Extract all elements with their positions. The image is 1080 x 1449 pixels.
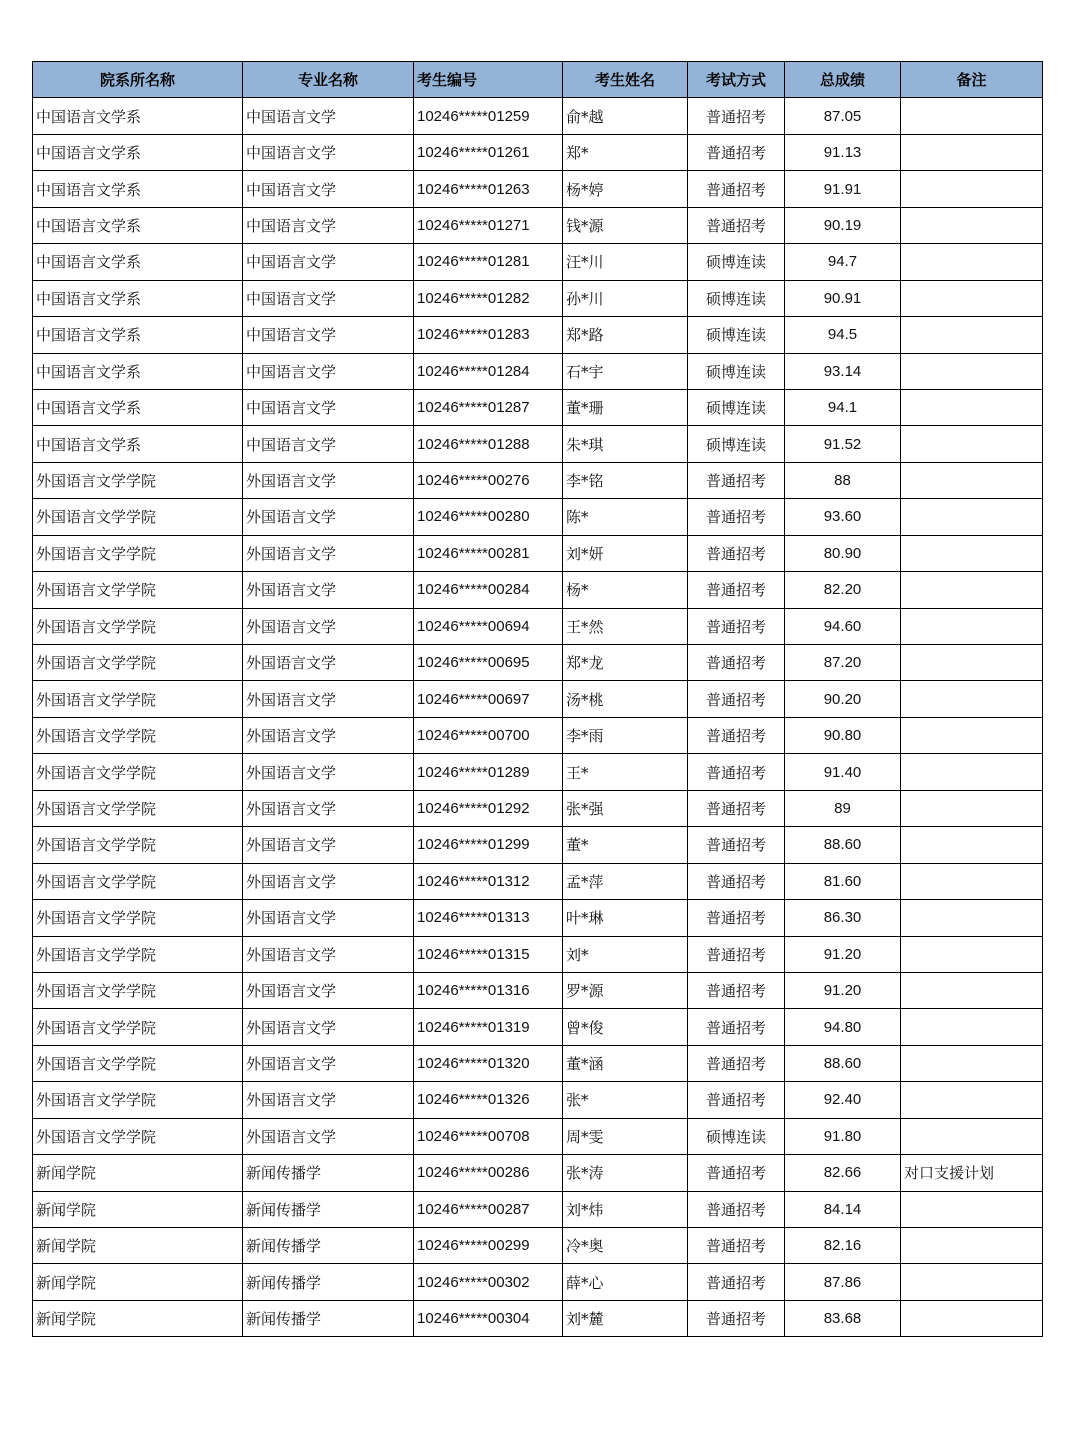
cell-dept: 外国语言文学学院	[33, 1045, 243, 1081]
cell-total-score: 90.19	[785, 207, 901, 243]
table-row	[33, 608, 1043, 644]
cell-candidate-name: 钱*源	[563, 207, 688, 243]
cell-dept: 新闻学院	[33, 1191, 243, 1227]
cell-major: 外国语言文学	[243, 790, 414, 826]
cell-candidate-name: 李*雨	[563, 717, 688, 753]
cell-major: 外国语言文学	[243, 645, 414, 681]
header-total-score: 总成绩	[785, 62, 901, 98]
cell-dept: 外国语言文学学院	[33, 936, 243, 972]
cell-exam-method: 硕博连读	[688, 280, 785, 316]
header-candidate-name: 考生姓名	[563, 62, 688, 98]
cell-remarks	[901, 900, 1043, 936]
cell-major: 中国语言文学	[243, 280, 414, 316]
cell-total-score: 94.60	[785, 608, 901, 644]
cell-total-score: 91.40	[785, 754, 901, 790]
cell-major: 中国语言文学	[243, 134, 414, 170]
cell-total-score: 82.16	[785, 1228, 901, 1264]
cell-exam-method: 硕博连读	[688, 1118, 785, 1154]
cell-exam-method: 普通招考	[688, 535, 785, 571]
cell-major: 中国语言文学	[243, 244, 414, 280]
cell-total-score: 89	[785, 790, 901, 826]
cell-dept: 新闻学院	[33, 1155, 243, 1191]
cell-candidate-name: 刘*	[563, 936, 688, 972]
cell-major: 中国语言文学	[243, 207, 414, 243]
cell-candidate-name: 汤*桃	[563, 681, 688, 717]
table-row	[33, 790, 1043, 826]
cell-major: 外国语言文学	[243, 1082, 414, 1118]
cell-total-score: 94.80	[785, 1009, 901, 1045]
cell-remarks	[901, 535, 1043, 571]
cell-candidate-id: 10246*****01287	[414, 389, 563, 425]
cell-candidate-name: 汪*川	[563, 244, 688, 280]
cell-total-score: 93.14	[785, 353, 901, 389]
cell-exam-method: 普通招考	[688, 98, 785, 134]
cell-remarks	[901, 207, 1043, 243]
cell-major: 外国语言文学	[243, 535, 414, 571]
cell-major: 新闻传播学	[243, 1264, 414, 1300]
cell-major: 中国语言文学	[243, 98, 414, 134]
cell-remarks	[901, 972, 1043, 1008]
cell-total-score: 86.30	[785, 900, 901, 936]
table-row	[33, 754, 1043, 790]
cell-exam-method: 普通招考	[688, 1300, 785, 1336]
table-row	[33, 1264, 1043, 1300]
cell-total-score: 88	[785, 462, 901, 498]
cell-exam-method: 硕博连读	[688, 244, 785, 280]
cell-total-score: 87.86	[785, 1264, 901, 1300]
cell-major: 外国语言文学	[243, 1118, 414, 1154]
cell-candidate-name: 朱*琪	[563, 426, 688, 462]
cell-total-score: 91.91	[785, 171, 901, 207]
cell-total-score: 91.80	[785, 1118, 901, 1154]
cell-remarks	[901, 389, 1043, 425]
cell-remarks	[901, 754, 1043, 790]
cell-remarks	[901, 1009, 1043, 1045]
cell-exam-method: 普通招考	[688, 681, 785, 717]
cell-candidate-name: 叶*琳	[563, 900, 688, 936]
table-body	[33, 98, 1043, 1337]
cell-dept: 外国语言文学学院	[33, 863, 243, 899]
cell-candidate-id: 10246*****00284	[414, 572, 563, 608]
table-row	[33, 936, 1043, 972]
cell-candidate-name: 薛*心	[563, 1264, 688, 1300]
cell-major: 外国语言文学	[243, 1045, 414, 1081]
cell-total-score: 82.66	[785, 1155, 901, 1191]
table-row	[33, 900, 1043, 936]
cell-dept: 中国语言文学系	[33, 317, 243, 353]
cell-candidate-name: 石*宇	[563, 353, 688, 389]
table-row	[33, 462, 1043, 498]
cell-candidate-name: 刘*麓	[563, 1300, 688, 1336]
cell-candidate-id: 10246*****00708	[414, 1118, 563, 1154]
cell-total-score: 87.20	[785, 645, 901, 681]
cell-candidate-name: 王*	[563, 754, 688, 790]
cell-candidate-id: 10246*****01319	[414, 1009, 563, 1045]
cell-dept: 外国语言文学学院	[33, 572, 243, 608]
table-row	[33, 1228, 1043, 1264]
cell-major: 外国语言文学	[243, 462, 414, 498]
cell-candidate-id: 10246*****01292	[414, 790, 563, 826]
cell-dept: 中国语言文学系	[33, 353, 243, 389]
cell-total-score: 91.20	[785, 972, 901, 1008]
cell-candidate-id: 10246*****01326	[414, 1082, 563, 1118]
table-row	[33, 863, 1043, 899]
table-row	[33, 1009, 1043, 1045]
table-row	[33, 317, 1043, 353]
cell-candidate-id: 10246*****01283	[414, 317, 563, 353]
cell-exam-method: 普通招考	[688, 207, 785, 243]
cell-exam-method: 硕博连读	[688, 317, 785, 353]
cell-dept: 外国语言文学学院	[33, 1009, 243, 1045]
cell-candidate-name: 周*雯	[563, 1118, 688, 1154]
cell-candidate-id: 10246*****01271	[414, 207, 563, 243]
cell-remarks	[901, 827, 1043, 863]
cell-major: 外国语言文学	[243, 717, 414, 753]
cell-candidate-id: 10246*****01259	[414, 98, 563, 134]
cell-remarks	[901, 244, 1043, 280]
cell-dept: 新闻学院	[33, 1264, 243, 1300]
table-row	[33, 353, 1043, 389]
cell-major: 外国语言文学	[243, 499, 414, 535]
cell-remarks	[901, 462, 1043, 498]
cell-exam-method: 普通招考	[688, 608, 785, 644]
cell-major: 中国语言文学	[243, 317, 414, 353]
table-row	[33, 134, 1043, 170]
cell-candidate-name: 冷*奥	[563, 1228, 688, 1264]
cell-candidate-id: 10246*****00302	[414, 1264, 563, 1300]
cell-dept: 中国语言文学系	[33, 134, 243, 170]
cell-exam-method: 普通招考	[688, 717, 785, 753]
cell-candidate-id: 10246*****01315	[414, 936, 563, 972]
cell-total-score: 94.5	[785, 317, 901, 353]
cell-remarks	[901, 280, 1043, 316]
cell-total-score: 80.90	[785, 535, 901, 571]
cell-remarks	[901, 499, 1043, 535]
cell-major: 新闻传播学	[243, 1228, 414, 1264]
cell-major: 外国语言文学	[243, 754, 414, 790]
cell-remarks	[901, 317, 1043, 353]
cell-candidate-id: 10246*****01288	[414, 426, 563, 462]
cell-candidate-id: 10246*****01316	[414, 972, 563, 1008]
cell-exam-method: 普通招考	[688, 900, 785, 936]
cell-dept: 中国语言文学系	[33, 389, 243, 425]
cell-candidate-name: 张*	[563, 1082, 688, 1118]
table-row	[33, 1191, 1043, 1227]
cell-exam-method: 普通招考	[688, 572, 785, 608]
cell-major: 外国语言文学	[243, 863, 414, 899]
cell-total-score: 88.60	[785, 1045, 901, 1081]
cell-major: 外国语言文学	[243, 681, 414, 717]
cell-candidate-id: 10246*****00276	[414, 462, 563, 498]
cell-exam-method: 普通招考	[688, 1191, 785, 1227]
cell-remarks	[901, 426, 1043, 462]
cell-remarks	[901, 1191, 1043, 1227]
cell-remarks	[901, 572, 1043, 608]
cell-dept: 中国语言文学系	[33, 207, 243, 243]
cell-dept: 外国语言文学学院	[33, 499, 243, 535]
cell-candidate-id: 10246*****01284	[414, 353, 563, 389]
table-row	[33, 207, 1043, 243]
cell-candidate-name: 郑*龙	[563, 645, 688, 681]
cell-remarks	[901, 717, 1043, 753]
table-row	[33, 389, 1043, 425]
cell-dept: 外国语言文学学院	[33, 972, 243, 1008]
cell-exam-method: 普通招考	[688, 1082, 785, 1118]
header-exam-method: 考试方式	[688, 62, 785, 98]
table-row	[33, 499, 1043, 535]
cell-candidate-id: 10246*****00697	[414, 681, 563, 717]
cell-dept: 外国语言文学学院	[33, 608, 243, 644]
cell-major: 外国语言文学	[243, 827, 414, 863]
cell-exam-method: 普通招考	[688, 1228, 785, 1264]
cell-candidate-name: 陈*	[563, 499, 688, 535]
cell-total-score: 94.1	[785, 389, 901, 425]
cell-total-score: 87.05	[785, 98, 901, 134]
cell-candidate-name: 俞*越	[563, 98, 688, 134]
cell-major: 中国语言文学	[243, 171, 414, 207]
cell-candidate-id: 10246*****01263	[414, 171, 563, 207]
cell-dept: 外国语言文学学院	[33, 1118, 243, 1154]
table-row	[33, 645, 1043, 681]
cell-remarks	[901, 863, 1043, 899]
header-major: 专业名称	[243, 62, 414, 98]
cell-dept: 外国语言文学学院	[33, 717, 243, 753]
cell-candidate-id: 10246*****01261	[414, 134, 563, 170]
cell-dept: 外国语言文学学院	[33, 790, 243, 826]
table-row	[33, 972, 1043, 1008]
cell-remarks	[901, 790, 1043, 826]
cell-candidate-id: 10246*****01299	[414, 827, 563, 863]
table-row	[33, 1082, 1043, 1118]
cell-dept: 新闻学院	[33, 1228, 243, 1264]
cell-candidate-name: 罗*源	[563, 972, 688, 1008]
cell-total-score: 92.40	[785, 1082, 901, 1118]
cell-remarks	[901, 936, 1043, 972]
cell-exam-method: 普通招考	[688, 972, 785, 1008]
cell-candidate-name: 董*珊	[563, 389, 688, 425]
cell-candidate-name: 曾*俊	[563, 1009, 688, 1045]
cell-candidate-name: 董*涵	[563, 1045, 688, 1081]
cell-candidate-id: 10246*****00304	[414, 1300, 563, 1336]
cell-candidate-id: 10246*****01282	[414, 280, 563, 316]
cell-exam-method: 普通招考	[688, 1045, 785, 1081]
cell-dept: 外国语言文学学院	[33, 754, 243, 790]
cell-candidate-id: 10246*****00287	[414, 1191, 563, 1227]
cell-major: 中国语言文学	[243, 353, 414, 389]
cell-remarks	[901, 134, 1043, 170]
cell-total-score: 93.60	[785, 499, 901, 535]
header-dept: 院系所名称	[33, 62, 243, 98]
table-row	[33, 426, 1043, 462]
cell-remarks	[901, 645, 1043, 681]
cell-total-score: 88.60	[785, 827, 901, 863]
table-row	[33, 572, 1043, 608]
cell-exam-method: 普通招考	[688, 499, 785, 535]
cell-remarks	[901, 98, 1043, 134]
cell-remarks: 对口支援计划	[901, 1155, 1043, 1191]
header-row	[33, 62, 1043, 98]
cell-candidate-id: 10246*****00281	[414, 535, 563, 571]
cell-dept: 外国语言文学学院	[33, 535, 243, 571]
cell-dept: 外国语言文学学院	[33, 681, 243, 717]
table-header	[33, 62, 1043, 98]
cell-dept: 中国语言文学系	[33, 280, 243, 316]
cell-dept: 新闻学院	[33, 1300, 243, 1336]
table-row	[33, 717, 1043, 753]
cell-exam-method: 普通招考	[688, 1009, 785, 1045]
cell-candidate-name: 董*	[563, 827, 688, 863]
cell-dept: 外国语言文学学院	[33, 900, 243, 936]
cell-candidate-id: 10246*****01313	[414, 900, 563, 936]
cell-dept: 中国语言文学系	[33, 98, 243, 134]
cell-exam-method: 普通招考	[688, 171, 785, 207]
table-row	[33, 171, 1043, 207]
cell-major: 中国语言文学	[243, 426, 414, 462]
cell-dept: 中国语言文学系	[33, 244, 243, 280]
table-row	[33, 827, 1043, 863]
cell-candidate-name: 郑*	[563, 134, 688, 170]
cell-exam-method: 硕博连读	[688, 426, 785, 462]
cell-candidate-name: 杨*	[563, 572, 688, 608]
cell-candidate-name: 张*强	[563, 790, 688, 826]
cell-exam-method: 硕博连读	[688, 353, 785, 389]
cell-remarks	[901, 608, 1043, 644]
cell-candidate-id: 10246*****00286	[414, 1155, 563, 1191]
cell-candidate-name: 刘*炜	[563, 1191, 688, 1227]
cell-total-score: 91.52	[785, 426, 901, 462]
cell-exam-method: 普通招考	[688, 134, 785, 170]
cell-candidate-id: 10246*****00694	[414, 608, 563, 644]
cell-total-score: 90.20	[785, 681, 901, 717]
cell-exam-method: 普通招考	[688, 754, 785, 790]
table-row	[33, 1155, 1043, 1191]
cell-total-score: 82.20	[785, 572, 901, 608]
cell-major: 外国语言文学	[243, 936, 414, 972]
cell-exam-method: 普通招考	[688, 827, 785, 863]
cell-remarks	[901, 1300, 1043, 1336]
cell-total-score: 90.80	[785, 717, 901, 753]
cell-major: 外国语言文学	[243, 1009, 414, 1045]
table-row	[33, 280, 1043, 316]
cell-total-score: 91.13	[785, 134, 901, 170]
cell-remarks	[901, 353, 1043, 389]
cell-major: 新闻传播学	[243, 1191, 414, 1227]
cell-major: 新闻传播学	[243, 1300, 414, 1336]
cell-remarks	[901, 171, 1043, 207]
admission-score-table	[32, 61, 1043, 1337]
table-row	[33, 681, 1043, 717]
cell-major: 外国语言文学	[243, 972, 414, 1008]
cell-exam-method: 普通招考	[688, 790, 785, 826]
table-row	[33, 535, 1043, 571]
table-row	[33, 98, 1043, 134]
table-row	[33, 1045, 1043, 1081]
cell-candidate-name: 孟*萍	[563, 863, 688, 899]
cell-candidate-name: 郑*路	[563, 317, 688, 353]
cell-total-score: 91.20	[785, 936, 901, 972]
table-row	[33, 244, 1043, 280]
table-row	[33, 1118, 1043, 1154]
header-candidate-id: 考生编号	[414, 62, 563, 98]
cell-candidate-id: 10246*****01320	[414, 1045, 563, 1081]
cell-candidate-id: 10246*****00695	[414, 645, 563, 681]
cell-major: 中国语言文学	[243, 389, 414, 425]
cell-total-score: 84.14	[785, 1191, 901, 1227]
cell-total-score: 94.7	[785, 244, 901, 280]
cell-candidate-name: 孙*川	[563, 280, 688, 316]
cell-exam-method: 普通招考	[688, 645, 785, 681]
table-row	[33, 1300, 1043, 1336]
cell-total-score: 90.91	[785, 280, 901, 316]
cell-total-score: 83.68	[785, 1300, 901, 1336]
cell-major: 外国语言文学	[243, 900, 414, 936]
cell-exam-method: 普通招考	[688, 462, 785, 498]
cell-remarks	[901, 1264, 1043, 1300]
cell-dept: 中国语言文学系	[33, 171, 243, 207]
cell-dept: 外国语言文学学院	[33, 1082, 243, 1118]
cell-candidate-name: 张*涛	[563, 1155, 688, 1191]
cell-dept: 外国语言文学学院	[33, 645, 243, 681]
cell-candidate-id: 10246*****01289	[414, 754, 563, 790]
cell-remarks	[901, 681, 1043, 717]
cell-exam-method: 普通招考	[688, 1264, 785, 1300]
cell-candidate-name: 杨*婷	[563, 171, 688, 207]
cell-candidate-id: 10246*****00299	[414, 1228, 563, 1264]
cell-exam-method: 普通招考	[688, 1155, 785, 1191]
cell-remarks	[901, 1082, 1043, 1118]
cell-remarks	[901, 1118, 1043, 1154]
cell-total-score: 81.60	[785, 863, 901, 899]
cell-remarks	[901, 1228, 1043, 1264]
cell-candidate-id: 10246*****01281	[414, 244, 563, 280]
cell-major: 新闻传播学	[243, 1155, 414, 1191]
cell-major: 外国语言文学	[243, 608, 414, 644]
cell-candidate-id: 10246*****01312	[414, 863, 563, 899]
cell-dept: 外国语言文学学院	[33, 827, 243, 863]
cell-major: 外国语言文学	[243, 572, 414, 608]
cell-remarks	[901, 1045, 1043, 1081]
cell-candidate-name: 王*然	[563, 608, 688, 644]
cell-dept: 中国语言文学系	[33, 426, 243, 462]
cell-candidate-id: 10246*****00700	[414, 717, 563, 753]
cell-dept: 外国语言文学学院	[33, 462, 243, 498]
cell-candidate-id: 10246*****00280	[414, 499, 563, 535]
cell-exam-method: 硕博连读	[688, 389, 785, 425]
cell-exam-method: 普通招考	[688, 863, 785, 899]
cell-exam-method: 普通招考	[688, 936, 785, 972]
cell-candidate-name: 李*铭	[563, 462, 688, 498]
cell-candidate-name: 刘*妍	[563, 535, 688, 571]
header-remarks: 备注	[901, 62, 1043, 98]
